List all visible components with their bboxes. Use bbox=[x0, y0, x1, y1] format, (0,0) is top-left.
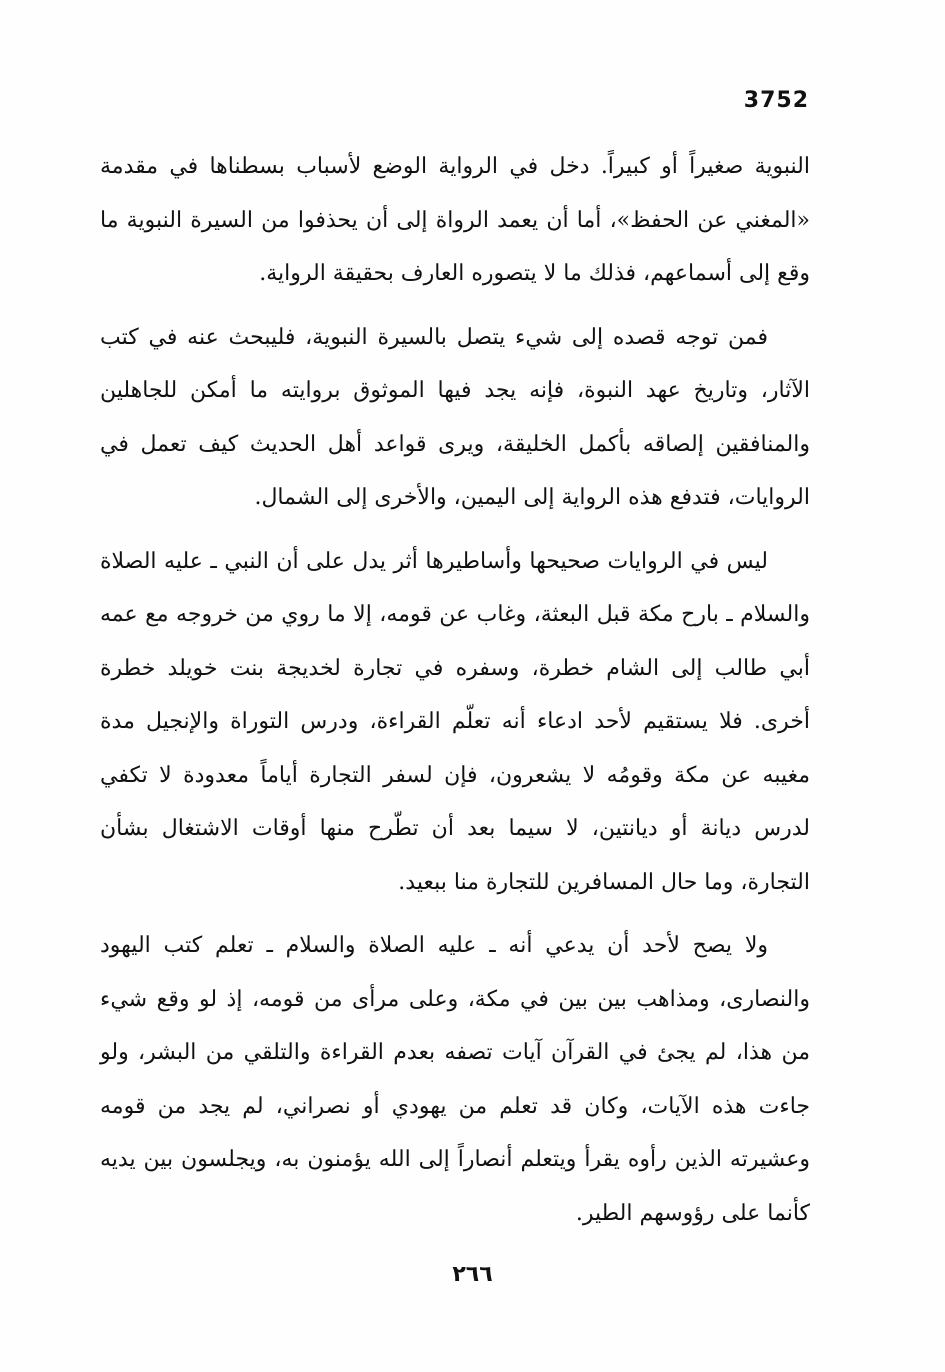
paragraph-4: ولا يصح لأحد أن يدعي أنه ـ عليه الصلاة والسلام ـ تعلم كتب اليهود والنصارى، ومذاهب بين بين في مكة، وعلى مرأى من قومه، إذ لو وقع شيء من هذا، لم يجئ في القرآن آيات تصفه بعدم القراءة والتلقي من البشر، ولو جاءت هذه الآيات، وكان قد تعلم من يهودي أو نصراني، لم يجد من قومه وعشيرته الذين رأوه يقرأ ويتعلم أنصاراً إلى الله يؤمنون به، ويجلسون بين يديه كأنما على رؤوسهم الطير. bbox=[100, 933, 810, 1226]
paragraph-1: النبوية صغيراً أو كبيراً. دخل في الرواية الوضع لأسباب بسطناها في مقدمة «المغني عن الحفظ»، أما أن يعمد الرواة إلى أن يحذفوا من السيرة النبوية ما وقع إلى أسماعهم، فذلك ما لا يتصوره العارف بحقيقة الرواية. bbox=[100, 154, 810, 286]
page-body bbox=[100, 140, 810, 1250]
page-number: ٢٦٦ bbox=[452, 1262, 493, 1287]
paragraph-2: فمن توجه قصده إلى شيء يتصل بالسيرة النبوية، فليبحث عنه في كتب الآثار، وتاريخ عهد النبوة، فإنه يجد فيها الموثوق بروايته ما أمكن للجاهلين والمنافقين إلصاقه بأكمل الخليقة، ويرى قواعد أهل الحديث كيف تعمل في الروايات، فتدفع هذه الرواية إلى اليمين، والأخرى إلى الشمال. bbox=[100, 324, 810, 510]
paragraph-3: ليس في الروايات صحيحها وأساطيرها أثر يدل على أن النبي ـ عليه الصلاة والسلام ـ بارح مكة قبل البعثة، وغاب عن قومه، إلا ما روي من خروجه مع عمه أبي طالب إلى الشام خطرة، وسفره في تجارة لخديجة بنت خويلد خطرة أخرى. فلا يستقيم لأحد ادعاء أنه تعلّم القراءة، ودرس التوراة والإنجيل مدة مغيبه عن مكة وقومُه لا يشعرون، فإن لسفر التجارة أياماً معدودة لا تكفي لدرس ديانة أو ديانتين، لا سيما بعد أن تطّرح منها أوقات الاشتغال بشأن التجارة، وما حال المسافرين للتجارة منا ببعيد. bbox=[100, 548, 810, 895]
page-code: 3752 bbox=[743, 88, 809, 113]
